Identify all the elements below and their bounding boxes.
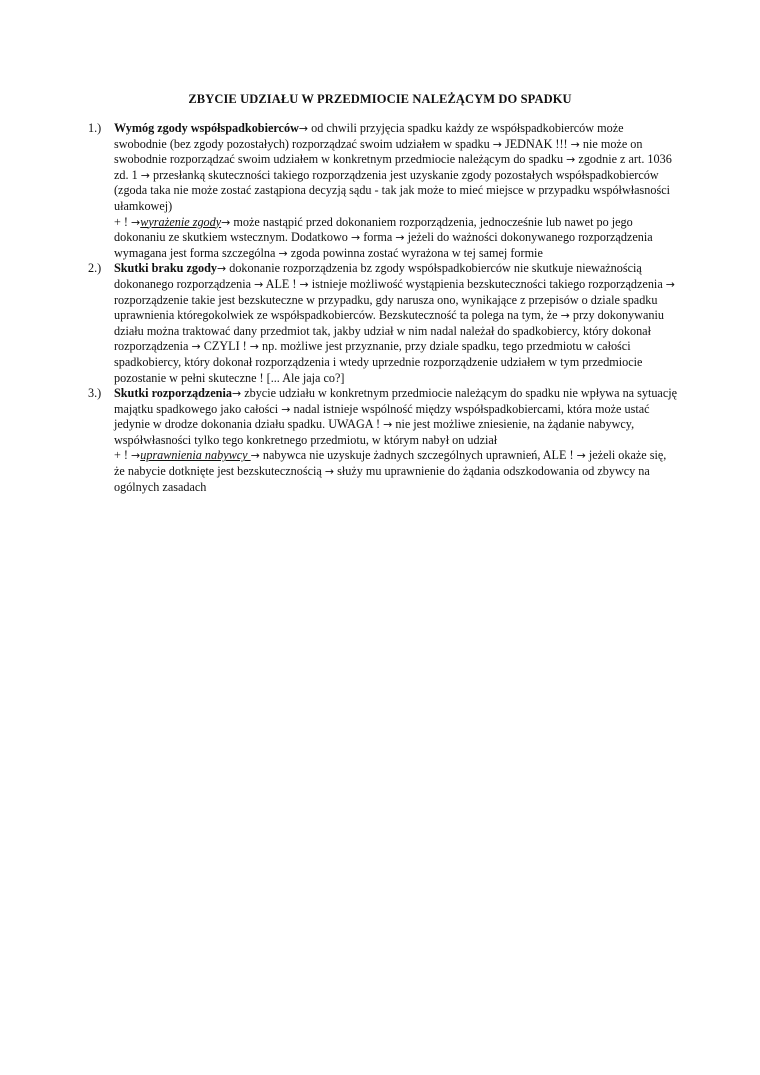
arrow-icon: → <box>560 309 570 323</box>
item-text: jeżeli okaże się, że nabycie dotknięte jest bezskutecznością <box>114 448 667 479</box>
arrow-icon: → <box>395 231 405 245</box>
arrow-icon: → <box>350 231 361 245</box>
arrow-icon: → <box>492 137 502 151</box>
arrow-icon: → <box>140 168 150 182</box>
item-text: zbycie udziału w konkretnym przedmiocie należącym do spadku nie wpływa na sytuację majątku spadkowego jako całości <box>114 386 678 416</box>
item-text: np. możliwe jest przyznanie, przy dziale spadku, tego przedmiotu w całości spadkobiercy, który dokonał rozporządzenia i wtedy uprzednie rozporządzenie udziałem w tym przedmiocie pozostanie w pełni skuteczne ! [... Ale jaja co?] <box>114 339 643 385</box>
item-text: nie może on swobodnie rozporządzać swoim udziałem w konkretnym przedmiocie należącym do spadku <box>114 136 643 167</box>
arrow-icon: → <box>324 465 335 479</box>
item-text: rozporządzenie takie jest bezskuteczne w przypadku, gdy narusza ono, wynikające z przepisów o dziale spadku uprawnienia któregokolwiek ze współspadkobierców. Bezskuteczność ta polega na tym, że <box>114 292 658 323</box>
arrow-icon: → <box>231 387 242 401</box>
underlined-term: uprawnienia nabywcy <box>140 448 251 463</box>
arrow-icon: → <box>298 122 309 135</box>
item-text: forma <box>360 230 396 245</box>
item-number: 2.) <box>88 261 102 276</box>
item-heading: Skutki braku zgody <box>114 261 217 276</box>
item-heading: Skutki rozporządzenia <box>114 386 232 401</box>
item-text: dokonanie rozporządzenia bz zgody współspadkobierców nie skutkuje nieważnością dokonanego rozporządzenia <box>114 261 642 291</box>
item-text: zgoda powinna zostać wyrażona w tej samej formie <box>287 245 543 260</box>
item-heading: Wymóg zgody współspadkobierców <box>114 121 299 135</box>
arrow-icon: → <box>250 449 260 463</box>
item-text: JEDNAK !!! <box>501 136 571 151</box>
item-number: 3.) <box>88 386 102 401</box>
document-title: ZBYCIE UDZIAŁU W PRZEDMIOCIE NALEŻĄCYM DO SPADKU <box>188 92 572 106</box>
arrow-icon: → <box>299 277 309 291</box>
item-text: nie jest możliwe zniesienie, na żądanie nabywcy, współwłasności tylko tego konkretnego przedmiotu, w którym nabył on udział <box>114 417 635 447</box>
arrow-icon: → <box>254 277 264 291</box>
item-text: jeżeli do ważności dokonywanego rozporządzenia wymagana jest forma szczególna <box>114 230 653 260</box>
arrow-icon: → <box>570 137 580 151</box>
item-text: służy mu uprawnienie do żądania odszkodowania od zbywcy na ogólnych zasadach <box>114 464 650 494</box>
plus-note-prefix: + ! <box>114 448 132 463</box>
arrow-icon: → <box>131 449 141 463</box>
arrow-icon: → <box>576 449 586 463</box>
arrow-icon: → <box>191 340 201 354</box>
item-text: ALE ! <box>263 276 300 291</box>
arrow-icon: → <box>278 246 288 260</box>
item-text: nadal istnieje wspólność między współspadkobiercami, która może ustać jedynie w drodze dokonania działu spadku. UWAGA ! <box>114 401 650 432</box>
item-text: nabywca nie uzyskuje żadnych szczególnych uprawnień, ALE ! <box>259 448 577 463</box>
arrow-icon: → <box>131 215 141 229</box>
item-text: istnieje możliwość wystąpienia bezskuteczności takiego rozporządzenia <box>308 276 666 291</box>
list-item <box>88 121 678 261</box>
list-item <box>88 386 678 495</box>
item-number: 1.) <box>88 121 102 135</box>
underlined-term: wyrażenie zgody <box>140 214 222 229</box>
list-item <box>88 261 678 386</box>
item-text: może nastąpić przed dokonaniem rozporządzenia, jednocześnie lub nawet po jego dokonaniu ze skutkiem wstecznym. Dodatkowo <box>114 214 633 245</box>
arrow-icon: → <box>383 418 393 432</box>
plus-note-prefix: + ! <box>114 214 132 229</box>
item-text: zgodnie z art. 1036 zd. 1 <box>114 152 672 182</box>
arrow-icon: → <box>665 277 675 291</box>
arrow-icon: → <box>249 340 259 354</box>
numbered-list <box>88 121 678 495</box>
arrow-icon: → <box>566 153 576 167</box>
item-text: przy dokonywaniu działu można traktować dany przedmiot tak, jakby udział w nim nadal należał do spadkobiercy, który dokonał rozporządzenia <box>114 308 664 354</box>
item-text: przesłanką skuteczności takiego rozporządzenia jest uzyskanie zgody pozostałych współspadkobierców (zgoda taka nie może zostać zastąpiona decyzją sądu - tak jak może to mieć miejsce w przypadku współwłasności ułamkowej) <box>114 167 671 213</box>
item-text: CZYLI ! <box>200 339 250 354</box>
item-text: od chwili przyjęcia spadku każdy ze współspadkobierców może swobodnie (bez zgody pozostałych) rozporządzać swoim udziałem w spadku <box>114 121 624 151</box>
arrow-icon: → <box>281 402 291 416</box>
arrow-icon: → <box>221 215 231 229</box>
arrow-icon: → <box>216 262 227 276</box>
